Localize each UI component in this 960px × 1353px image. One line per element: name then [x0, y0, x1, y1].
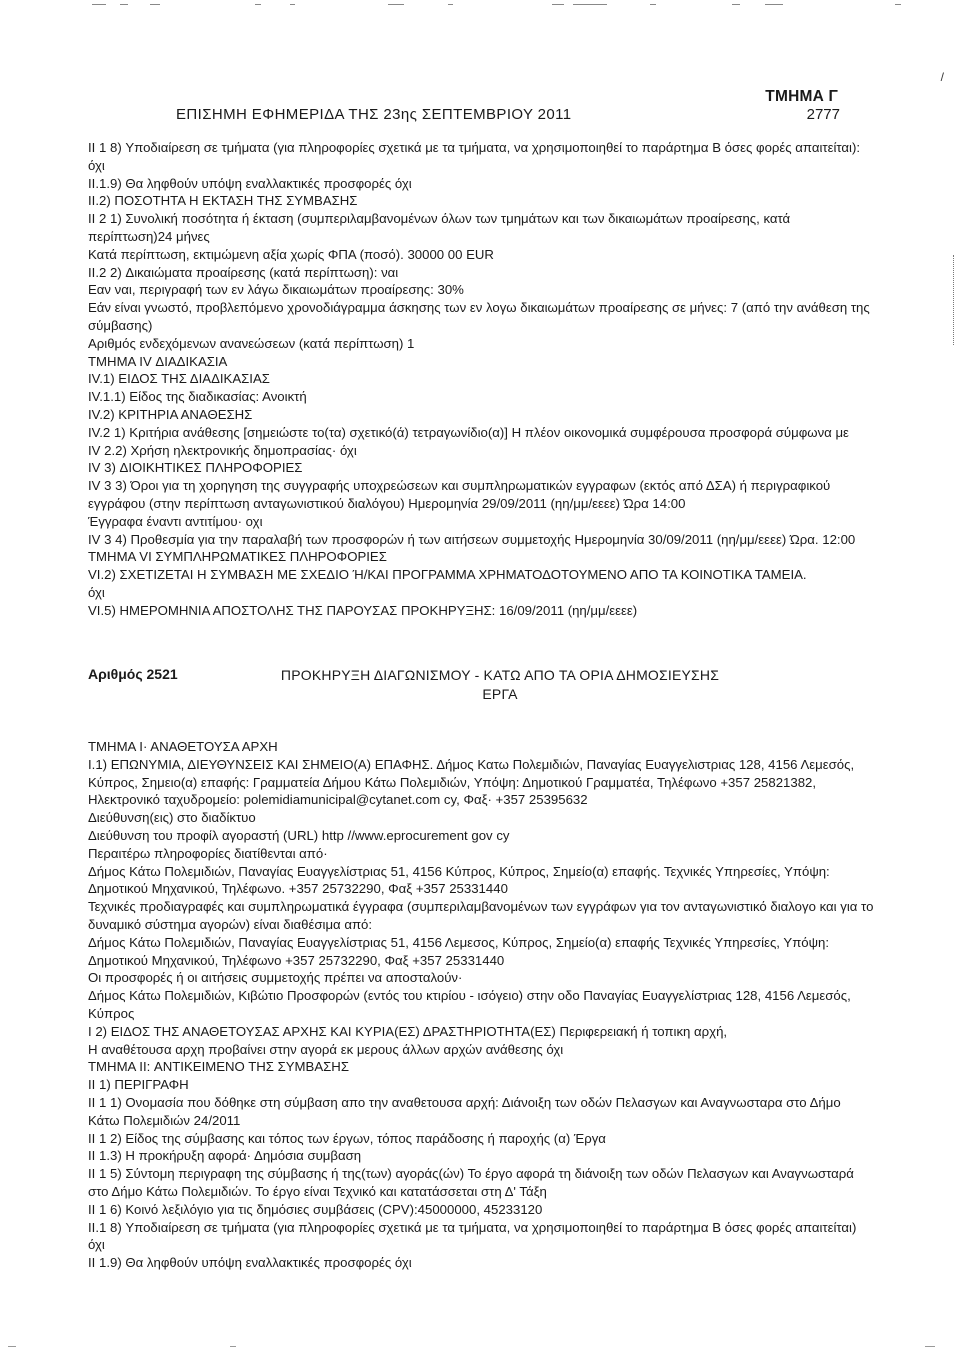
text-line: Τεχνικές προδιαγραφές και συμπληρωματικά έγγραφα (συμπεριλαμβανομένων των εγγράφων για τον ανταγωνιστικό διαλογο και για το δυναμικό σύστημα αγορών) είναι διαθέσιμα από: [88, 899, 874, 932]
text-line: Περαιτέρω πληροφορίες διατίθενται από· [88, 845, 328, 861]
section-heading: ΤΜΗΜΑ II: ΑΝΤΙΚΕΙΜΕΝΟ ΤΗΣ ΣΥΜΒΑΣΗΣ [88, 1059, 349, 1075]
text-line: Ι.1) ΕΠΩΝΥΜΙΑ, ΔΙΕΥΘΥΝΣΕΙΣ ΚΑΙ ΣΗΜΕΙΟ(Α) ΕΠΑΦΗΣ. Δήμος Κατω Πολεμιδιών, Παναγίας Ευαγγελιστριας 128, 4156 Λεμεσός, Κύπρος, Σημειο(α) επαφής: Γραμματεία Δήμου Κάτω Πολεμιδιών, Υπόψη: Δημοτικού Γραμματέα, Τηλέφωνο +357 25821382, Ηλεκτρονικό ταχυδρομείο: polemidiamunicipal@cytanet.com cy, Φαξ· +357 25395632 [88, 756, 855, 808]
heading-line: VI.2) ΣΧΕΤΙΖΕΤΑΙ Η ΣΥΜΒΑΣΗ ΜΕ ΣΧΕΔΙΟ Ή/ΚΑΙ ΠΡΟΓΡΑΜΜΑ ΧΡΗΜΑΤΟΔΟΤΟΥΜΕΝΟ ΑΠΟ ΤΑ ΚΟΙΝΟΤΙΚΑ ΤΑΜΕΙΑ. [88, 567, 807, 583]
text-line: II 1 2) Είδος της σύμβασης και τόπος των έργων, τόπος παράδοσης ή παροχής (α) Έργα [88, 1130, 606, 1146]
text-line: Δήμος Κάτω Πολεμιδιών, Παναγίας Ευαγγελίστριας 51, 4156 Κύπρος, Κύπρος, Σημείο(α) επαφής. Τεχνικές Υπηρεσίες, Υπόψη: Δημοτικού Μηχανικού, Τηλέφωνο. +357 25732290, Φαξ +357 25331440 [88, 863, 830, 897]
text-line: II 1 6) Κοινό λεξιλόγιο για τις δημόσιες συμβάσεις (CPV):45000000, 45233120 [88, 1201, 543, 1217]
section-heading: ΤΜΗΜΑ VI ΣΥΜΠΛΗΡΩΜΑΤΙΚΕΣ ΠΛΗΡΟΦΟΡΙΕΣ [88, 549, 387, 565]
scan-margin-ticks [951, 255, 954, 345]
section-heading: ΤΜΗΜΑ Ι· ΑΝΑΘΕΤΟΥΣΑ ΑΡΧΗ [88, 739, 278, 754]
text-line: Η αναθέτουσα αρχη προβαίνει στην αγορά εκ μερους άλλων αρχών ανάθεσης όχι [88, 1041, 564, 1057]
text-line: II 1.3) Η προκήρυξη αφορά· Δημόσια συμβαση [88, 1148, 362, 1164]
heading-line: IV.2) ΚΡΙΤΗΡΙΑ ΑΝΑΘΕΣΗΣ [88, 406, 253, 422]
text-line: Ι 2) ΕΙΔΟΣ ΤΗΣ ΑΝΑΘΕΤΟΥΣΑΣ ΑΡΧΗΣ ΚΑΙ ΚΥΡΙΑ(ΕΣ) ΔΡΑΣΤΗΡΙΟΤΗΤΑ(ΕΣ) Περιφερειακή ή τοπικη αρχή, [88, 1023, 728, 1039]
gazette-running-header: ΕΠΙΣΗΜΗ ΕΦΗΜΕΡΙΔΑ ΤΗΣ 23ης ΣΕΠΤΕΜΒΡΙΟΥ 2011 [176, 106, 572, 123]
text-line: Δήμος Κάτω Πολεμιδιών, Παναγίας Ευαγγελίστριας 51, 4156 Λεμεσος, Κύπρος, Σημείο(α) επαφής Τεχνικές Υπηρεσίες, Υπόψη: Δημοτικού Μηχανικού, Τηλέφωνο +357 25732290, Φαξ +357 25331440 [88, 934, 830, 968]
notice-title-block [88, 658, 874, 704]
text-line: IV 3 3) Όροι για τη χορηγηση της συγγραφής υποχρεώσεων και συμπληρωματικών εγγραφων (εκτός από ΔΣΑ) ή περιγραφικού εγγράφου (στην περίπτωση ανταγωνιστικού διαλόγου) Ημερομηνία 29/09/2011 (ηη/μμ/εεεε) Ώρα 14:00 [88, 478, 831, 511]
page-number: 2777 [806, 106, 840, 123]
text-line: Οι προσφορές ή οι αιτήσεις συμμετοχής πρέπει να αποσταλούν· [88, 970, 463, 986]
scan-artifacts-top [0, 0, 960, 12]
heading-line: VI.5) ΗΜΕΡΟΜΗΝΙΑ ΑΠΟΣΤΟΛΗΣ ΤΗΣ ΠΑΡΟΥΣΑΣ ΠΡΟΚΗΡΥΞΗΣ: 16/09/2011 (ηη/μμ/εεεε) [88, 602, 638, 618]
text-line: Εαν ναι, περιγραφή των εν λάγω δικαιωμάτων προαίρεσης: 30% [88, 282, 464, 298]
text-line: Διεύθυνση(εις) στο διαδίκτυο [88, 810, 256, 826]
scan-mark: / [940, 70, 944, 84]
text-line: IV.2 1) Κριτήρια ανάθεσης [σημειώστε το(τα) σχετικό(ά) τετραγωνίδιο(α)] Η πλέον οικονομικά συμφέρουσα προσφορά σύμφωνα με [88, 424, 849, 440]
text-line: II 1.9) Θα ληφθούν υπόψη εναλλακτικές προσφορές όχι [88, 1255, 412, 1271]
text-line: Κατά περίπτωση, εκτιμώμενη αξία χωρίς ΦΠΑ (ποσό). 30000 00 EUR [88, 246, 494, 262]
notice-number: Αριθμός 2521 [88, 666, 178, 682]
text-line: Έγγραφα έναντι αντιτίμου· οχι [88, 513, 263, 529]
heading-line: IV.1) ΕΙΔΟΣ ΤΗΣ ΔΙΑΔΙΚΑΣΙΑΣ [88, 371, 270, 387]
notice-title-line: ΠΡΟΚΗΡΥΞΗ ΔΙΑΓΩΝΙΣΜΟΥ - ΚΑΤΩ ΑΠΟ ΤΑ ΟΡΙΑ ΔΗΜΟΣΙΕΥΣΗΣ [280, 667, 720, 683]
text-line: IV 3 4) Προθεσμία για την παραλαβή των προσφορών ή των αιτήσεων συμμετοχής Ημερομηνία 30/09/2011 (ηη/μμ/εεεε) Ώρα. 12:00 [88, 531, 856, 547]
scan-artifacts-bottom [0, 1343, 960, 1347]
text-line: II.1.9) Θα ληφθούν υπόψη εναλλακτικές προσφορές όχι [88, 175, 412, 191]
text-line: II 1 5) Σύντομη περιγραφη της σύμβασης ή της(των) αγοράς(ών) Το έργο αφορά τη διάνοιξη των οδών Πελασγων και Αναγνωσταρά στο Δήμο Κάτω Πολεμιδιών. Το έργο είναι Τεχνικό και κατατάσσεται στη Δ' Τάξη [88, 1166, 854, 1199]
text-line: Αριθμός ενδεχόμενων ανανεώσεων (κατά περίπτωση) 1 [88, 335, 415, 351]
previous-notice-continuation [88, 139, 874, 620]
text-line: II 1 8) Υποδιαίρεση σε τμήματα (για πληροφορίες σχετικά με τα τμήματα, να χρησιμοποιηθεί το παράρτημα Β όσες φορές απαιτείται): όχι [88, 140, 861, 173]
text-line: Εάν είναι γνωστό, προβλεπόμενο χρονοδιάγραμμα άσκησης των εν λογω δικαιωμάτων προαίρεσης σε μήνες: 7 (από την ανάθεση της σύμβασης) [88, 300, 870, 333]
section-label: ΤΜΗΜΑ Γ [765, 88, 838, 105]
text-line: όχι [88, 584, 105, 600]
text-line: IV.1.1) Είδος της διαδικασίας: Ανοικτή [88, 389, 307, 405]
notice-title [270, 666, 730, 704]
notice-body [88, 738, 874, 1272]
text-line: II 2 1) Συνολική ποσότητα ή έκταση (συμπεριλαμβανομένων όλων των τμημάτων και των δικαιωμάτων προαίρεσης, κατά περίπτωση)24 μήνες [88, 211, 791, 244]
section-heading: ΤΜΗΜΑ IV ΔΙΑΔΙΚΑΣΙΑ [88, 353, 228, 369]
heading-line: II.2) ΠΟΣΟΤΗΤΑ Η ΕΚΤΑΣΗ ΤΗΣ ΣΥΜΒΑΣΗΣ [88, 193, 358, 209]
text-line: II.1 8) Υποδιαίρεση σε τμήματα (για πληροφορίες σχετικά με τα τμήματα, να χρησιμοποιηθεί το παράρτημα Β όσες φορές απαιτείται) όχι [88, 1219, 857, 1253]
heading-line: II 1) ΠΕΡΙΓΡΑΦΗ [88, 1077, 189, 1093]
text-line: II 1 1) Ονομασία που δόθηκε στη σύμβαση απο την αναθετουσα αρχή: Διάνοιξη των οδών Πελασγων και Αναγνωσταρα στο Δήμο Κάτω Πολεμιδιών 24/2011 [88, 1094, 841, 1128]
notice-header [88, 666, 874, 704]
text-line: Δήμος Κάτω Πολεμιδιών, Κιβώτιο Προσφορών (εντός του κτιρίου - ισόγειο) στην οδο Παναγίας Ευαγγελίστριας 128, 4156 Λεμεσός, Κύπρος [88, 988, 851, 1021]
text-line: Διεύθυνση του προφίλ αγοραστή (URL) http //www.eprocurement gov cy [88, 827, 510, 843]
heading-line: IV 3) ΔΙΟΙΚΗΤΙΚΕΣ ΠΛΗΡΟΦΟΡΙΕΣ [88, 460, 303, 476]
text-line: IV 2.2) Χρήση ηλεκτρονικής δημοπρασίας· όχι [88, 442, 357, 458]
text-line: II.2 2) Δικαιώματα προαίρεσης (κατά περίπτωση): ναι [88, 264, 399, 280]
notice-title-line: ΕΡΓΑ [482, 686, 518, 702]
